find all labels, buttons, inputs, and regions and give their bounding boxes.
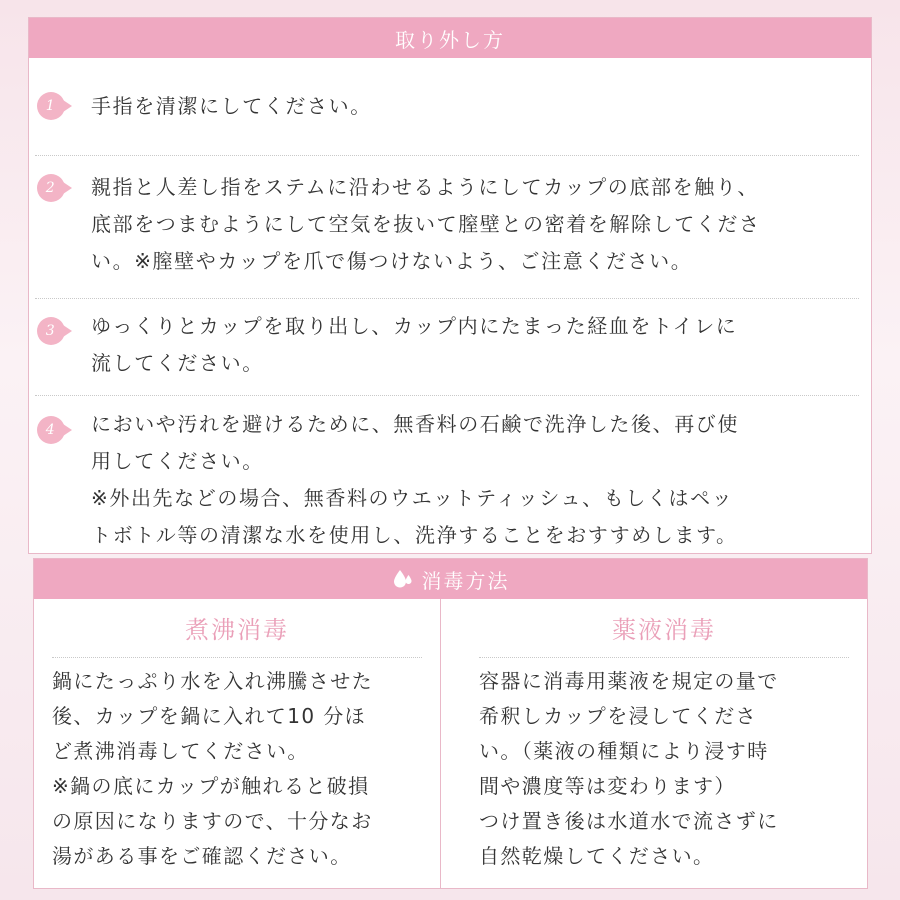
boiling-method [34, 599, 440, 889]
disinfection-title: 消毒方法 [421, 568, 510, 593]
description-line: い。（薬液の種類により浸す時 [479, 739, 769, 763]
step-3 [35, 299, 859, 396]
step-line: においや汚れを避けるために、無香料の石鹸で洗浄した後、再び使 [91, 412, 739, 436]
description-line: ど煮沸消毒してください。 [52, 739, 309, 763]
description-line: 間や濃度等は変わります） [479, 774, 736, 798]
chemical-method [440, 599, 867, 889]
step-4 [29, 396, 865, 552]
step-1 [35, 58, 859, 156]
step-number-badge: 3 [37, 317, 65, 345]
disinfection-methods [34, 599, 867, 889]
step-line: 手指を清潔にしてください。 [91, 94, 372, 118]
step-line: ※外出先などの場合、無香料のウエットティッシュ、もしくはペッ [91, 486, 734, 510]
chemical-title: 薬液消毒 [479, 599, 849, 658]
removal-steps [29, 58, 871, 552]
step-line: 流してください。 [91, 351, 264, 375]
boiling-title: 煮沸消毒 [52, 599, 422, 658]
step-line: トボトル等の清潔な水を使用し、洗浄することをおすすめします。 [91, 523, 738, 547]
step-number-badge: 4 [37, 416, 65, 444]
description-line: 容器に消毒用薬液を規定の量で [479, 669, 779, 693]
step-line: 親指と人差し指をステムに沿わせるようにしてカップの底部を触り、 [91, 175, 759, 199]
step-number-badge: 1 [37, 92, 65, 120]
disinfection-header [34, 559, 867, 599]
description-line: の原因になりますので、十分なお [52, 809, 373, 833]
step-line: 用してください。 [91, 449, 264, 473]
step-number-badge: 2 [37, 174, 65, 202]
description-line: 後、カップを鍋に入れて10 分ほ [52, 704, 367, 728]
removal-title: 取り外し方 [395, 27, 505, 52]
description-line: 希釈しカップを浸してくださ [479, 704, 757, 728]
step-2 [35, 156, 859, 299]
removal-panel [28, 17, 872, 554]
step-line: い。※膣壁やカップを爪で傷つけないよう、ご注意ください。 [91, 249, 693, 273]
description-line: 自然乾燥してください。 [479, 844, 715, 868]
description-line: 鍋にたっぷり水を入れ沸騰させた [52, 669, 373, 693]
description-line: ※鍋の底にカップが触れると破損 [52, 774, 370, 798]
step-line: 底部をつまむようにして空気を抜いて膣壁との密着を解除してくださ [91, 212, 761, 236]
description-line: 湯がある事をご確認ください。 [52, 844, 352, 868]
description-line: つけ置き後は水道水で流さずに [479, 809, 779, 833]
step-line: ゆっくりとカップを取り出し、カップ内にたまった経血をトイレに [91, 314, 738, 338]
water-drops-icon [392, 568, 414, 590]
removal-header [29, 18, 871, 58]
disinfection-panel [33, 558, 868, 889]
boiling-description [52, 664, 422, 874]
chemical-description [479, 664, 849, 874]
